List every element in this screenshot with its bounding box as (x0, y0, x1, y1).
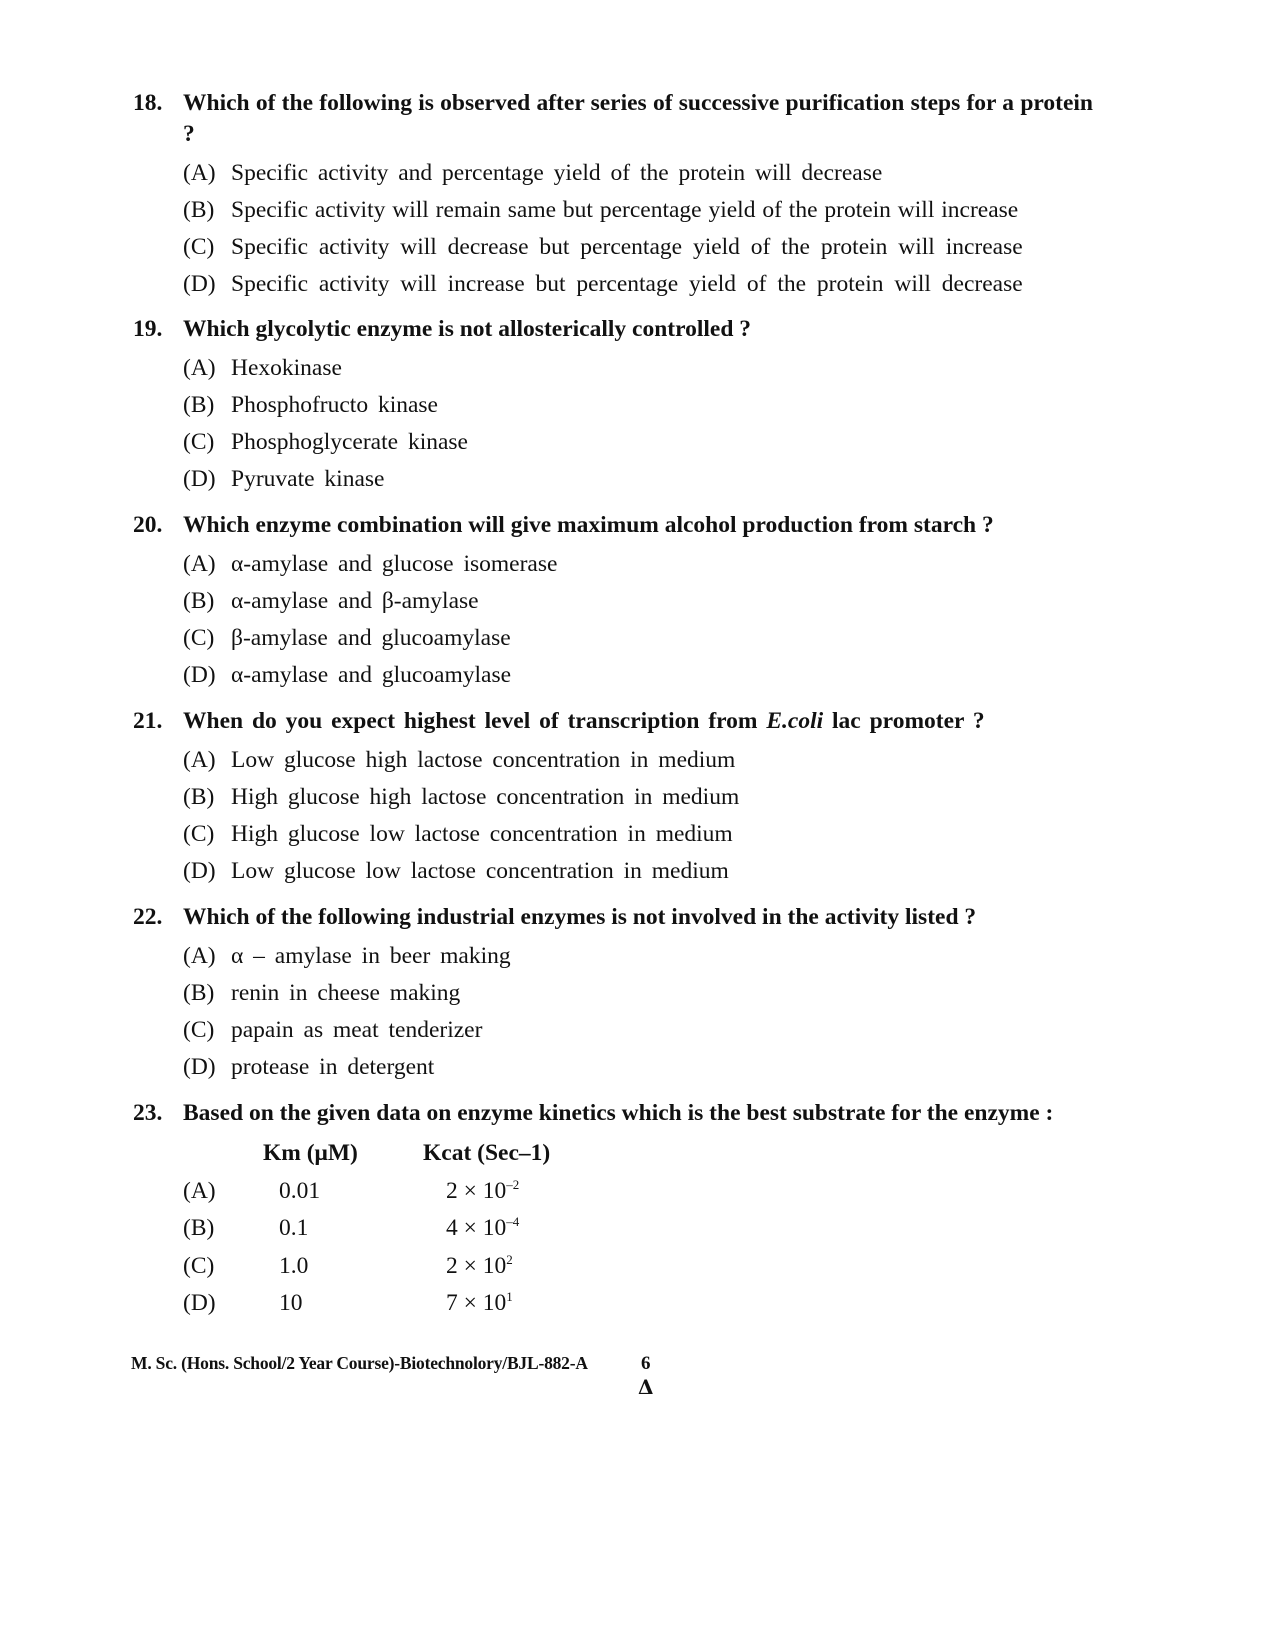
option-letter: (A) (183, 551, 216, 577)
delta-symbol: Δ (638, 1375, 654, 1399)
question-text (183, 706, 1093, 737)
option-letter: (C) (183, 1017, 215, 1043)
option-c (183, 816, 1093, 853)
kcat-value: $7 \times 10^1$ (446, 1289, 513, 1316)
option-letter: (D) (183, 858, 216, 884)
kcat-value: $2 \times 10^{-2}$ (446, 1176, 520, 1204)
question-text: Which of the following is observed after series of successive purification steps for a protein ? (183, 90, 1093, 147)
kcat-exponent: –2 (506, 1176, 520, 1192)
option-letter: (C) (183, 429, 215, 455)
option-text: Hexokinase (231, 355, 342, 381)
kcat-exponent: 1 (506, 1289, 513, 1304)
option-letter: (B) (183, 1215, 215, 1241)
page-number: 6 (641, 1353, 651, 1374)
option-letter: (D) (183, 466, 216, 492)
option-text: Low glucose low lactose concentration in medium (231, 858, 729, 884)
question-text: Based on the given data on enzyme kinetics which is the best substrate for the enzyme : (183, 1100, 1054, 1126)
option-text: High glucose low lactose concentration in medium (231, 821, 733, 847)
course-footer: M. Sc. (Hons. School/2 Year Course)-Biotechnolory/BJL-882-A (131, 1353, 588, 1373)
option-text: Low glucose high lactose concentration in medium (231, 747, 736, 773)
option-a (183, 350, 1093, 387)
option-text: renin in cheese making (231, 980, 461, 1006)
question-23 (133, 1098, 1093, 1323)
option-a (183, 938, 1093, 975)
options-list (183, 350, 1093, 498)
question-22 (133, 902, 1093, 1086)
option-d (183, 461, 1093, 498)
option-text: protease in detergent (231, 1054, 435, 1080)
option-b (183, 583, 1093, 620)
option-letter: (A) (183, 943, 216, 969)
option-text: Phosphofructo kinase (231, 392, 438, 418)
option-letter: (C) (183, 1252, 215, 1279)
question-number: 22. (133, 904, 163, 930)
option-letter: (B) (183, 784, 215, 810)
option-letter: (D) (183, 1290, 216, 1316)
kcat-value: $2 \times 10^2$ (446, 1251, 513, 1279)
option-letter: (D) (183, 271, 216, 297)
km-value: 0.01 (279, 1177, 321, 1204)
option-d (183, 1049, 1093, 1086)
question-19 (133, 314, 1093, 498)
option-letter: (A) (183, 747, 216, 773)
question-18 (133, 88, 1093, 303)
option-letter: (B) (183, 392, 215, 418)
option-d (183, 853, 1093, 890)
option-letter: (A) (183, 1177, 216, 1204)
option-letter: (C) (183, 821, 215, 847)
kcat-header: Kcat (Sec–1) (423, 1140, 551, 1166)
option-text: High glucose high lactose concentration in medium (231, 784, 740, 810)
option-letter: (A) (183, 160, 216, 186)
option-letter: (A) (183, 355, 216, 381)
option-letter: (B) (183, 588, 215, 614)
organism-name: E.coli (766, 708, 824, 734)
option-b (183, 192, 1093, 229)
kinetics-row-b (183, 1210, 1093, 1248)
question-text-end: lac promoter ? (823, 708, 985, 734)
option-b (183, 779, 1093, 816)
options-list (183, 155, 1093, 303)
km-value: 0.1 (279, 1215, 309, 1241)
option-text: papain as meat tenderizer (231, 1017, 483, 1043)
kcat-exponent: 2 (506, 1251, 513, 1267)
option-text: α – amylase in beer making (231, 943, 511, 969)
question-heading (133, 510, 1093, 541)
km-value: 1.0 (279, 1252, 309, 1279)
option-text: Pyruvate kinase (231, 466, 385, 492)
question-heading (133, 314, 1093, 345)
question-number: 18. (133, 90, 163, 116)
kinetics-table-header (183, 1135, 1093, 1173)
km-value: 10 (279, 1290, 303, 1316)
options-list (183, 546, 1093, 694)
question-heading (133, 88, 1093, 150)
options-list (183, 742, 1093, 890)
option-text: Specific activity and percentage yield of the protein will decrease (231, 160, 883, 186)
option-c (183, 424, 1093, 461)
question-text: Which of the following industrial enzymes is not involved in the activity listed ? (183, 904, 977, 930)
question-heading (133, 1098, 1093, 1129)
option-a (183, 155, 1093, 192)
kinetics-row-a (183, 1173, 1093, 1211)
option-c (183, 1012, 1093, 1049)
option-a (183, 742, 1093, 779)
option-d (183, 657, 1093, 694)
question-text: Which glycolytic enzyme is not allosterically controlled ? (183, 316, 752, 342)
question-number: 20. (133, 512, 163, 538)
option-text: α-amylase and glucose isomerase (231, 551, 558, 577)
question-20 (133, 510, 1093, 694)
option-a (183, 546, 1093, 583)
kinetics-row-c (183, 1248, 1093, 1286)
option-letter: (D) (183, 1054, 216, 1080)
question-heading (133, 706, 1093, 737)
options-list (183, 938, 1093, 1086)
option-letter: (C) (183, 625, 215, 651)
option-text: Specific activity will decrease but percentage yield of the protein will increase (231, 234, 1023, 260)
option-d (183, 266, 1093, 303)
question-number: 23. (133, 1100, 163, 1126)
option-c (183, 620, 1093, 657)
question-text: Which enzyme combination will give maximum alcohol production from starch ? (183, 512, 994, 538)
kcat-exponent: –4 (506, 1214, 520, 1229)
question-heading (133, 902, 1093, 933)
option-letter: (B) (183, 197, 215, 223)
km-header: Km (μM) (263, 1140, 358, 1166)
question-number: 19. (133, 316, 163, 342)
option-b (183, 387, 1093, 424)
option-text: Specific activity will remain same but percentage yield of the protein will increase (231, 197, 1019, 223)
option-text: α-amylase and β-amylase (231, 588, 479, 614)
option-text: Phosphoglycerate kinase (231, 429, 468, 455)
option-b (183, 975, 1093, 1012)
option-letter: (B) (183, 980, 215, 1006)
option-letter: (C) (183, 234, 215, 260)
question-number: 21. (133, 708, 163, 734)
kinetics-table (183, 1135, 1093, 1323)
question-21 (133, 706, 1093, 890)
option-text: Specific activity will increase but percentage yield of the protein will decrease (231, 271, 1023, 297)
option-c (183, 229, 1093, 266)
question-text-start: When do you expect highest level of transcription from (183, 708, 767, 734)
kinetics-row-d (183, 1285, 1093, 1323)
option-letter: (D) (183, 662, 216, 688)
option-text: α-amylase and glucoamylase (231, 662, 512, 688)
option-text: β-amylase and glucoamylase (231, 625, 511, 651)
kcat-value: $4 \times 10^{-4}$ (446, 1214, 520, 1241)
